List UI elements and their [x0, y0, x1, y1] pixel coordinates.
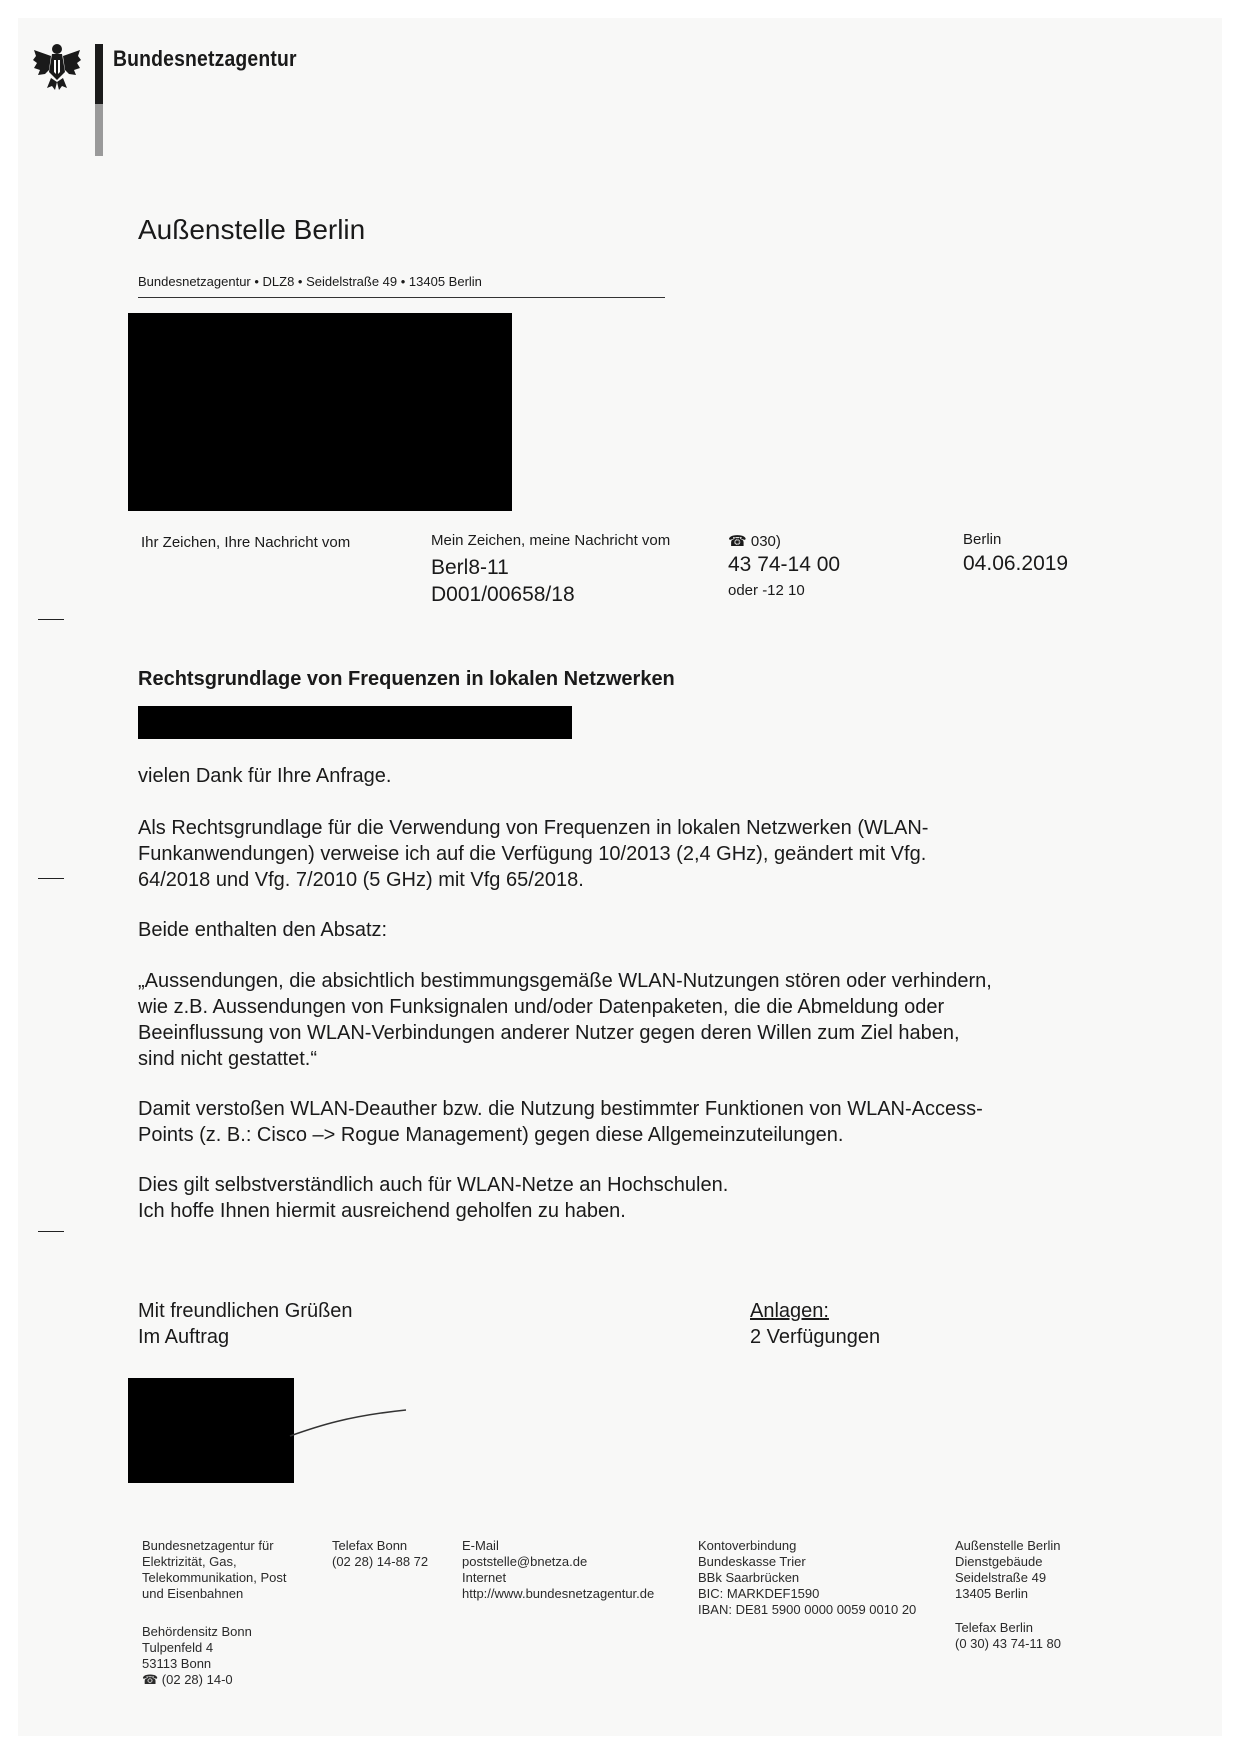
footer-email-link[interactable]: poststelle@bnetza.de	[462, 1554, 588, 1569]
text-line: „Aussendungen, die absichtlich bestimmungsgemäße WLAN-Nutzungen stören oder verhindern,	[138, 970, 992, 992]
fold-mark	[38, 878, 64, 879]
agency-name: Bundesnetzagentur	[113, 46, 297, 71]
phone-alternate: oder -12 10	[728, 582, 805, 599]
phone-number: 43 74-14 00	[728, 553, 841, 576]
my-reference-label: Mein Zeichen, meine Nachricht vom	[431, 532, 671, 549]
your-reference-label: Ihr Zeichen, Ihre Nachricht vom	[141, 534, 351, 551]
footer-line: Internet	[462, 1570, 507, 1585]
footer-line: (02 28) 14-88 72	[332, 1554, 429, 1569]
footer-office-berlin	[955, 1538, 1061, 1602]
footer-line: Seidelstraße 49	[955, 1570, 1047, 1585]
footer-bank	[698, 1538, 916, 1618]
footer-line: IBAN: DE81 5900 0000 0059 0010 20	[698, 1602, 917, 1617]
text-line: wie z.B. Aussendungen von Funksignalen und/oder Datenpaketen, die die Abmeldung oder	[138, 996, 945, 1018]
redacted-salutation	[138, 706, 572, 739]
fold-mark	[38, 1231, 64, 1232]
footer-line: BBk Saarbrücken	[698, 1570, 800, 1585]
closing	[138, 1298, 538, 1350]
footer-line: ☎ (02 28) 14-0	[142, 1672, 233, 1687]
return-address: Bundesnetzagentur • DLZ8 • Seidelstraße 49 • 13405 Berlin	[138, 274, 482, 289]
footer-line: Elektrizität, Gas,	[142, 1554, 237, 1569]
footer-line: BIC: MARKDEF1590	[698, 1586, 820, 1601]
footer-headquarters	[142, 1624, 252, 1688]
text-line: 64/2018 und Vfg. 7/2010 (5 GHz) mit Vfg 65/2018.	[138, 869, 584, 891]
text-line: Beide enthalten den Absatz:	[138, 919, 388, 941]
footer-website-link[interactable]: http://www.bundesnetzagentur.de	[462, 1586, 655, 1601]
footer-fax-berlin	[955, 1620, 1061, 1652]
redacted-signature-name	[128, 1378, 294, 1483]
paragraph-deauther	[138, 1096, 1138, 1148]
place: Berlin	[963, 531, 1002, 548]
footer-fax-bonn	[332, 1538, 428, 1570]
text-line: Points (z. B.: Cisco –> Rogue Management) gegen diese Allgemeinzuteilungen.	[138, 1124, 844, 1146]
fold-mark	[38, 619, 64, 620]
footer-line: Telefax Bonn	[332, 1538, 408, 1553]
my-reference-line-2: D001/00658/18	[431, 583, 575, 606]
signature-stroke	[288, 1398, 408, 1448]
paragraph-thanks	[138, 763, 1138, 789]
attachments-label: Anlagen:	[750, 1300, 829, 1322]
text-line: Beeinflussung von WLAN-Verbindungen anderer Nutzer gegen deren Willen zum Ziel haben,	[138, 1022, 960, 1044]
footer-line: Tulpenfeld 4	[142, 1640, 214, 1655]
return-address-rule	[138, 297, 665, 298]
footer-line: (0 30) 43 74-11 80	[955, 1636, 1061, 1651]
text-line: sind nicht gestattet.“	[138, 1048, 317, 1070]
closing-line: Mit freundlichen Grüßen	[138, 1300, 353, 1322]
paragraph-both-contain	[138, 917, 1138, 943]
paragraph-legal-basis	[138, 815, 1138, 893]
letter-date: 04.06.2019	[963, 552, 1069, 575]
footer-line: Bundesnetzagentur für	[142, 1538, 274, 1553]
footer-line: 53113 Bonn	[142, 1656, 212, 1671]
text-line: Dies gilt selbstverständlich auch für WLAN-Netze an Hochschulen.	[138, 1174, 729, 1196]
paragraph-closing-remarks	[138, 1172, 1138, 1224]
office-title: Außenstelle Berlin	[138, 214, 366, 245]
text-line: Damit verstoßen WLAN-Deauther bzw. die Nutzung bestimmter Funktionen von WLAN-Access-	[138, 1098, 983, 1120]
footer-line: Bundeskasse Trier	[698, 1554, 806, 1569]
footer-line: und Eisenbahnen	[142, 1586, 244, 1601]
my-reference-line-1: Berl8-11	[431, 556, 509, 579]
footer-line: Telefax Berlin	[955, 1620, 1034, 1635]
paragraph-quote	[138, 968, 1138, 1072]
text-line: Ich hoffe Ihnen hiermit ausreichend geholfen zu haben.	[138, 1200, 626, 1222]
phone-label: ☎ 030)	[728, 533, 781, 550]
attachments-value: 2 Verfügungen	[750, 1326, 881, 1348]
footer-line: Kontoverbindung	[698, 1538, 797, 1553]
letter-page	[18, 18, 1222, 1736]
logo-bar-grey	[95, 104, 103, 156]
text-line: Als Rechtsgrundlage für die Verwendung von Frequenzen in lokalen Netzwerken (WLAN-	[138, 817, 929, 839]
footer-contact	[462, 1538, 654, 1602]
redacted-recipient-address	[128, 313, 512, 511]
footer-line: Telekommunikation, Post	[142, 1570, 287, 1585]
footer-line: Außenstelle Berlin	[955, 1538, 1061, 1553]
logo-bar-dark	[95, 44, 103, 104]
text-line: vielen Dank für Ihre Anfrage.	[138, 765, 392, 787]
text-line: Funkanwendungen) verweise ich auf die Verfügung 10/2013 (2,4 GHz), geändert mit Vfg.	[138, 843, 927, 865]
footer-agency	[142, 1538, 287, 1602]
closing-line: Im Auftrag	[138, 1326, 230, 1348]
footer-line: E-Mail	[462, 1538, 499, 1553]
attachments	[750, 1298, 1050, 1350]
letter-subject: Rechtsgrundlage von Frequenzen in lokalen Netzwerken	[138, 668, 675, 690]
footer-line: 13405 Berlin	[955, 1586, 1028, 1601]
federal-eagle-icon	[32, 40, 82, 92]
footer-line: Dienstgebäude	[955, 1554, 1043, 1569]
footer-line: Behördensitz Bonn	[142, 1624, 252, 1639]
